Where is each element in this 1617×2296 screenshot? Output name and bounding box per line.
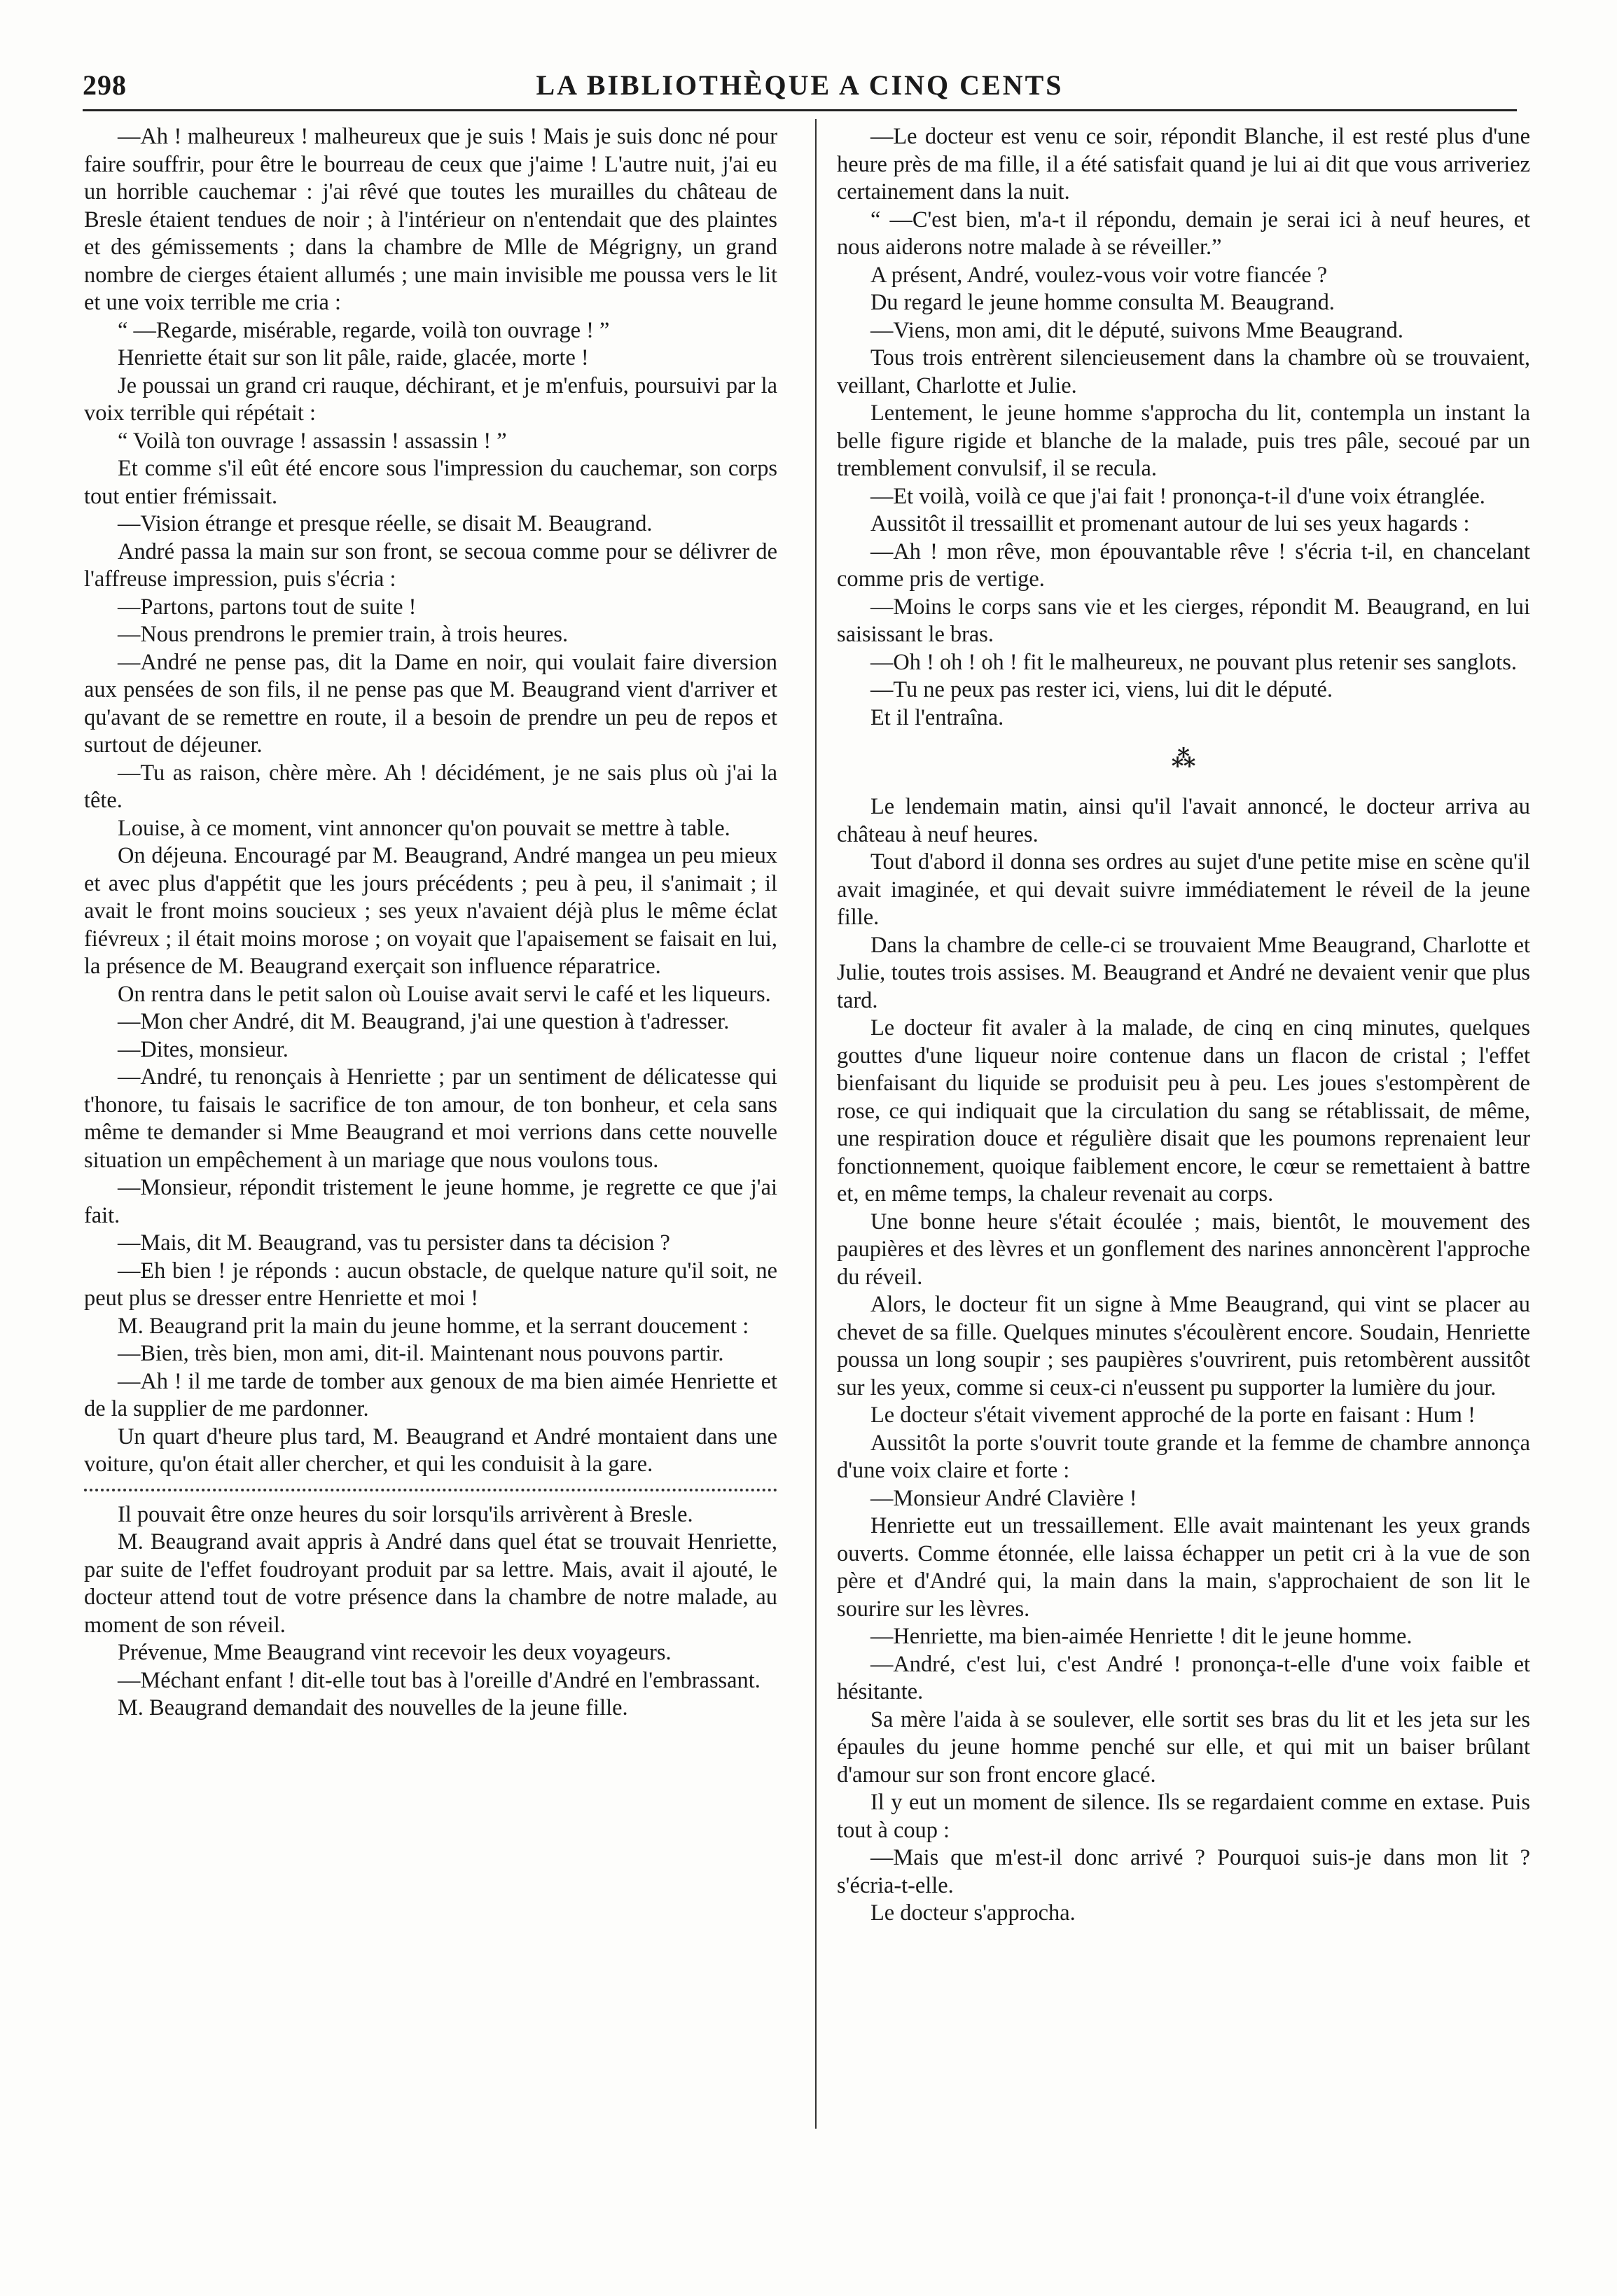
paragraph: —Oh ! oh ! oh ! fit le malheureux, ne pouvant plus retenir ses sanglots. — [870, 649, 1517, 675]
paragraph: “ —Regarde, misérable, regarde, voilà ton ouvrage ! ” — [118, 317, 610, 343]
right-column-text — [837, 123, 1530, 732]
paragraph: Tous trois entrèrent silencieusement dans la chambre où se trouvaient, veillant, Charlotte et Julie. — [837, 345, 1530, 398]
paragraph: Du regard le jeune homme consulta M. Beaugrand. — [870, 290, 1335, 315]
paragraph: Henriette eut un tressaillement. Elle avait maintenant les yeux grands ouverts. Comme étonnée, elle laissa échapper un petit cri à la vue de son père et d'André qui, la main dans la main, s'approchaient de son lit le sourire sur les lèvres. — [837, 1513, 1530, 1622]
left-column — [84, 123, 777, 1723]
paragraph: —Henriette, ma bien-aimée Henriette ! dit le jeune homme. — [870, 1624, 1413, 1649]
paragraph: —André, tu renonçais à Henriette ; par un sentiment de délicatesse qui t'honore, tu faisais le sacrifice de ton amour, de ton bonheur, et cela sans même te demander si Mme Beaugrand et moi verrions dans cette nouvelle situation un empêchement à un mariage que nous voulons tous. — [84, 1064, 777, 1173]
paragraph: On déjeuna. Encouragé par M. Beaugrand, André mangea un peu mieux et avec plus d'appétit que les jours précédents ; peu à peu, il s'animait ; il avait le front moins soucieux ; ses yeux n'avaient déjà plus le même éclat fiévreux ; il était moins morose ; on voyait que l'apaisement se faisait en lui, la présence de M. Beaugrand exerçait son influence réparatrice. — [84, 843, 777, 979]
paragraph: Une bonne heure s'était écoulée ; mais, bientôt, le mouvement des paupières et des lèvres et un gonflement des narines annoncèrent l'approche du réveil. — [837, 1209, 1530, 1290]
paragraph: —André, c'est lui, c'est André ! prononça-t-elle d'une voix faible et hésitante. — [837, 1651, 1530, 1704]
paragraph: —Partons, partons tout de suite ! — [118, 594, 417, 620]
paragraph: —Moins le corps sans vie et les cierges, répondit M. Beaugrand, en lui saisissant le bras. — [837, 594, 1530, 647]
paragraph: —André ne pense pas, dit la Dame en noir, qui voulait faire diversion aux pensées de son fils, il ne pense pas que M. Beaugrand vient d'arriver et qu'avant de se remettre en route, il a besoin de prendre un peu de repos et surtout de déjeuner. — [84, 649, 777, 758]
paragraph: Henriette était sur son lit pâle, raide, glacée, morte ! — [118, 345, 589, 370]
paragraph: —Mais que m'est-il donc arrivé ? Pourquoi suis-je dans mon lit ? s'écria-t-elle. — [837, 1845, 1530, 1898]
paragraph: Sa mère l'aida à se soulever, elle sortit ses bras du lit et les jeta sur les épaules du jeune homme penché sur elle, et qui mit un baiser brûlant d'amour sur son front encore glacé. — [837, 1706, 1530, 1788]
paragraph: On rentra dans le petit salon où Louise avait servi le café et les liqueurs. — [118, 981, 771, 1007]
paragraph: Je poussai un grand cri rauque, déchirant, et je m'enfuis, poursuivi par la voix terrible qui répétait : — [84, 373, 777, 426]
paragraph: Le docteur fit avaler à la malade, de cinq en cinq minutes, quelques gouttes d'une liqueur noire contenue dans un flacon de cristal ; l'effet bienfaisant du liquide se produisit peu à peu. Les joues s'estompèrent de rose, ce qui indiquait que la circulation du sang se rétablissait, de même, une respiration douce et régulière disait que les poumons reprenaient leur fonctionnement, quoique faiblement encore, le cœur se remettaient à battre et, en même temps, la chaleur revenait au corps. — [837, 1015, 1530, 1206]
paragraph: “ —C'est bien, m'a-t il répondu, demain je serai ici à neuf heures, et nous aiderons notre malade à se réveiller.” — [837, 207, 1530, 260]
paragraph: —Mon cher André, dit M. Beaugrand, j'ai une question à t'adresser. — [118, 1009, 730, 1034]
paragraph: —Vision étrange et presque réelle, se disait M. Beaugrand. — [118, 511, 653, 536]
paragraph: —Ah ! malheureux ! malheureux que je suis ! Mais je suis donc né pour faire souffrir, pour être le bourreau de ceux que j'aime ! L'autre nuit, j'ai eu un horrible cauchemar : j'ai rêvé que toutes les murailles du château de Bresle étaient tendues de noir ; à l'intérieur on n'entendait que des plaintes et des gémissements ; dans la chambre de Mlle de Mégrigny, un grand nombre de cierges étaient allumés ; une main invisible me poussa vers le lit et une voix terrible me cria : — [84, 124, 777, 315]
page-header — [83, 64, 1517, 111]
paragraph: —Monsieur André Clavière ! — [870, 1485, 1137, 1511]
paragraph: —Ah ! mon rêve, mon épouvantable rêve ! s'écria t-il, en chancelant comme pris de vertige. — [837, 538, 1530, 592]
paragraph: André passa la main sur son front, se secoua comme pour se délivrer de l'affreuse impression, puis s'écria : — [84, 538, 777, 592]
paragraph: Le lendemain matin, ainsi qu'il l'avait annoncé, le docteur arriva au château à neuf heures. — [837, 794, 1530, 847]
paragraph: A présent, André, voulez-vous voir votre fiancée ? — [870, 262, 1328, 288]
asterism-separator: ⁂ — [1171, 746, 1196, 772]
paragraph: Aussitôt il tressaillit et promenant autour de lui ses yeux hagards : — [870, 511, 1470, 536]
paragraph: —Méchant enfant ! dit-elle tout bas à l'oreille d'André en l'embrassant. — [118, 1667, 761, 1693]
left-column-text — [84, 123, 777, 1479]
paragraph: Le docteur s'approcha. — [870, 1900, 1076, 1926]
paragraph: —Nous prendrons le premier train, à trois heures. — [118, 622, 569, 647]
column-divider — [815, 119, 817, 2129]
paragraph: Il y eut un moment de silence. Ils se regardaient comme en extase. Puis tout à coup : — [837, 1790, 1530, 1843]
paragraph: —Le docteur est venu ce soir, répondit Blanche, il est resté plus d'une heure près de ma fille, il a été satisfait quand je lui ai dit que vous arriveriez certainement dans la nuit. — [837, 124, 1530, 204]
paragraph: Un quart d'heure plus tard, M. Beaugrand et André montaient dans une voiture, qu'on était aller chercher, et qui les conduisit à la gare. — [84, 1424, 777, 1477]
paragraph: Prévenue, Mme Beaugrand vint recevoir les deux voyageurs. — [118, 1640, 672, 1665]
paragraph: M. Beaugrand demandait des nouvelles de la jeune fille. — [118, 1695, 628, 1720]
paragraph: —Dites, monsieur. — [118, 1036, 289, 1062]
paragraph: M. Beaugrand prit la main du jeune homme, et la serrant doucement : — [118, 1313, 749, 1339]
paragraph: Louise, à ce moment, vint annoncer qu'on pouvait se mettre à table. — [118, 815, 730, 841]
paragraph: Tout d'abord il donna ses ordres au sujet d'une petite mise en scène qu'il avait imaginée, et qui devait suivre immédiatement le réveil de la jeune fille. — [837, 849, 1530, 930]
paragraph: —Mais, dit M. Beaugrand, vas tu persister dans ta décision ? — [118, 1230, 670, 1255]
paragraph: Aussitôt la porte s'ouvrit toute grande et la femme de chambre annonça d'une voix claire et forte : — [837, 1430, 1530, 1483]
paragraph: —Viens, mon ami, dit le député, suivons Mme Beaugrand. — [870, 317, 1403, 343]
paragraph: —Tu ne peux pas rester ici, viens, lui dit le député. — [870, 677, 1333, 702]
paragraph: —Bien, très bien, mon ami, dit-il. Maintenant nous pouvons partir. — [118, 1341, 724, 1366]
running-title: LA BIBLIOTHÈQUE A CINQ CENTS — [536, 69, 1064, 101]
right-column-text-after-break — [837, 793, 1530, 1928]
paragraph: “ Voilà ton ouvrage ! assassin ! assassin ! ” — [118, 428, 507, 454]
section-break-dots — [84, 1489, 777, 1491]
right-column — [837, 123, 1530, 1928]
paragraph: Dans la chambre de celle-ci se trouvaient Mme Beaugrand, Charlotte et Julie, toutes trois assises. M. Beaugrand et André ne devaient venir que plus tard. — [837, 932, 1530, 1013]
paragraph: Et il l'entraîna. — [870, 704, 1004, 730]
paragraph: Et comme s'il eût été encore sous l'impression du cauchemar, son corps tout entier frémissait. — [84, 456, 777, 509]
paragraph: —Et voilà, voilà ce que j'ai fait ! prononça-t-il d'une voix étranglée. — [870, 483, 1485, 509]
page-number: 298 — [83, 69, 127, 101]
paragraph: Lentement, le jeune homme s'approcha du lit, contempla un instant la belle figure rigide et blanche de la malade, puis tres pâle, secoué par un tremblement convulsif, il se recula. — [837, 401, 1530, 481]
paragraph: —Monsieur, répondit tristement le jeune homme, je regrette ce que j'ai fait. — [84, 1175, 777, 1228]
paragraph: Il pouvait être onze heures du soir lorsqu'ils arrivèrent à Bresle. — [118, 1501, 693, 1527]
left-column-text-after-break — [84, 1501, 777, 1723]
paragraph: Alors, le docteur fit un signe à Mme Beaugrand, qui vint se placer au chevet de sa fille. Quelques minutes s'écoulèrent encore. Soudain, Henriette poussa un long soupir ; ses paupières s'ouvrirent, puis retombèrent aussitôt sur les yeux, comme si ceux-ci n'eussent pu supporter la lumière du jour. — [837, 1292, 1530, 1400]
paragraph: M. Beaugrand avait appris à André dans quel état se trouvait Henriette, par suite de l'effet foudroyant produit par sa lettre. Mais, avait il ajouté, le docteur attend tout de votre présence dans la chambre de notre malade, au moment de son réveil. — [84, 1529, 777, 1638]
paragraph: —Eh bien ! je réponds : aucun obstacle, de quelque nature qu'il soit, ne peut plus se dresser entre Henriette et moi ! — [84, 1258, 777, 1311]
paragraph: —Tu as raison, chère mère. Ah ! décidément, je ne sais plus où j'ai la tête. — [84, 760, 777, 813]
paragraph: Le docteur s'était vivement approché de la porte en faisant : Hum ! — [870, 1403, 1476, 1428]
paragraph: —Ah ! il me tarde de tomber aux genoux de ma bien aimée Henriette et de la supplier de me pardonner. — [84, 1368, 777, 1421]
